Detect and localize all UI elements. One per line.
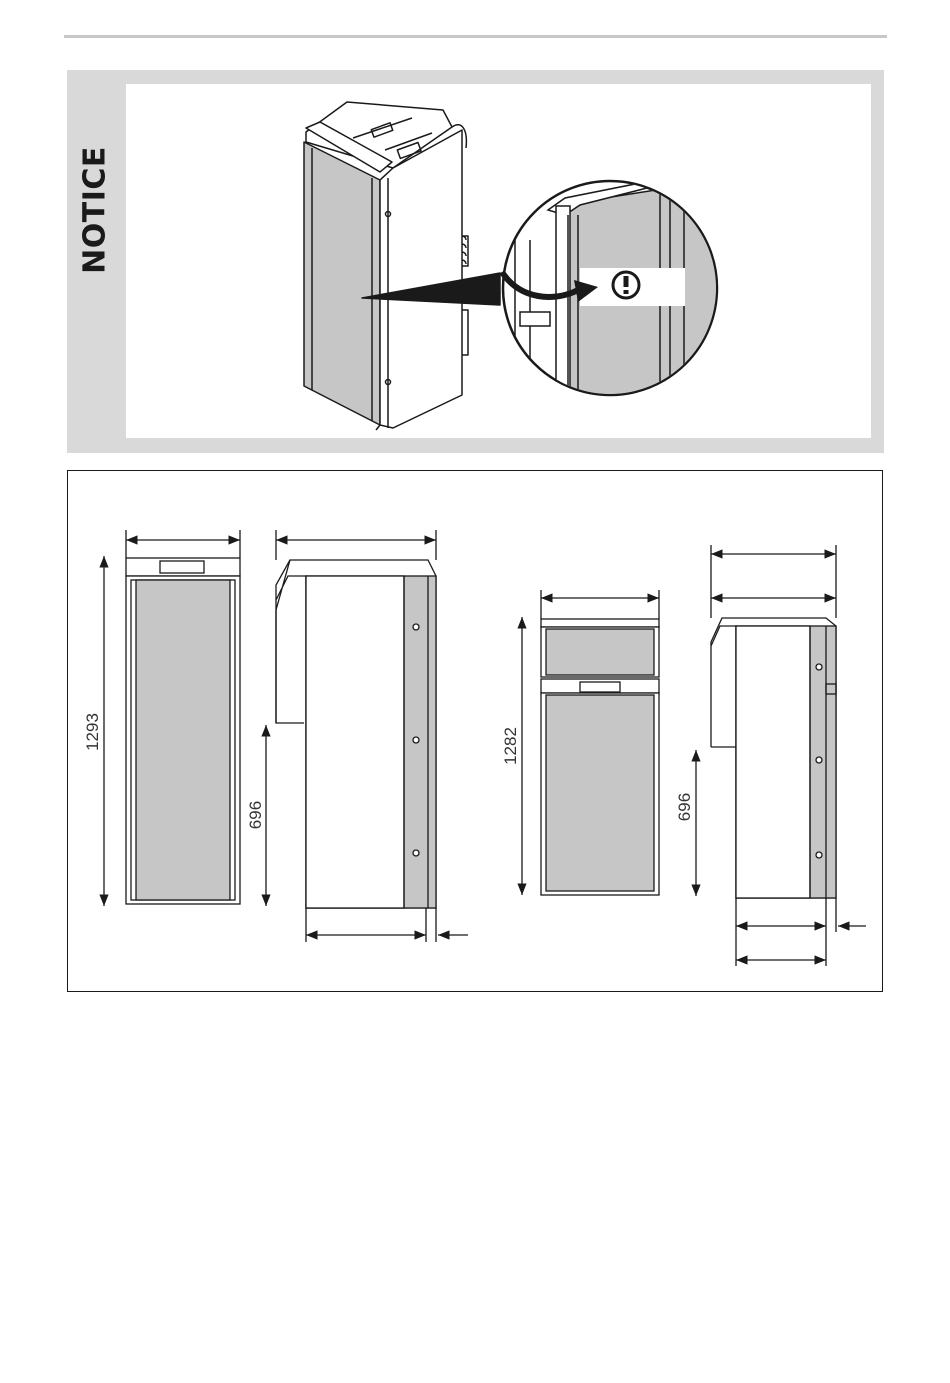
model-b-front-view bbox=[522, 590, 659, 895]
model-a-side-view bbox=[266, 530, 468, 942]
model-b-side-view bbox=[696, 545, 866, 966]
model-a-front-view bbox=[104, 530, 240, 906]
notice-heading-text: NOTICE bbox=[77, 146, 113, 274]
